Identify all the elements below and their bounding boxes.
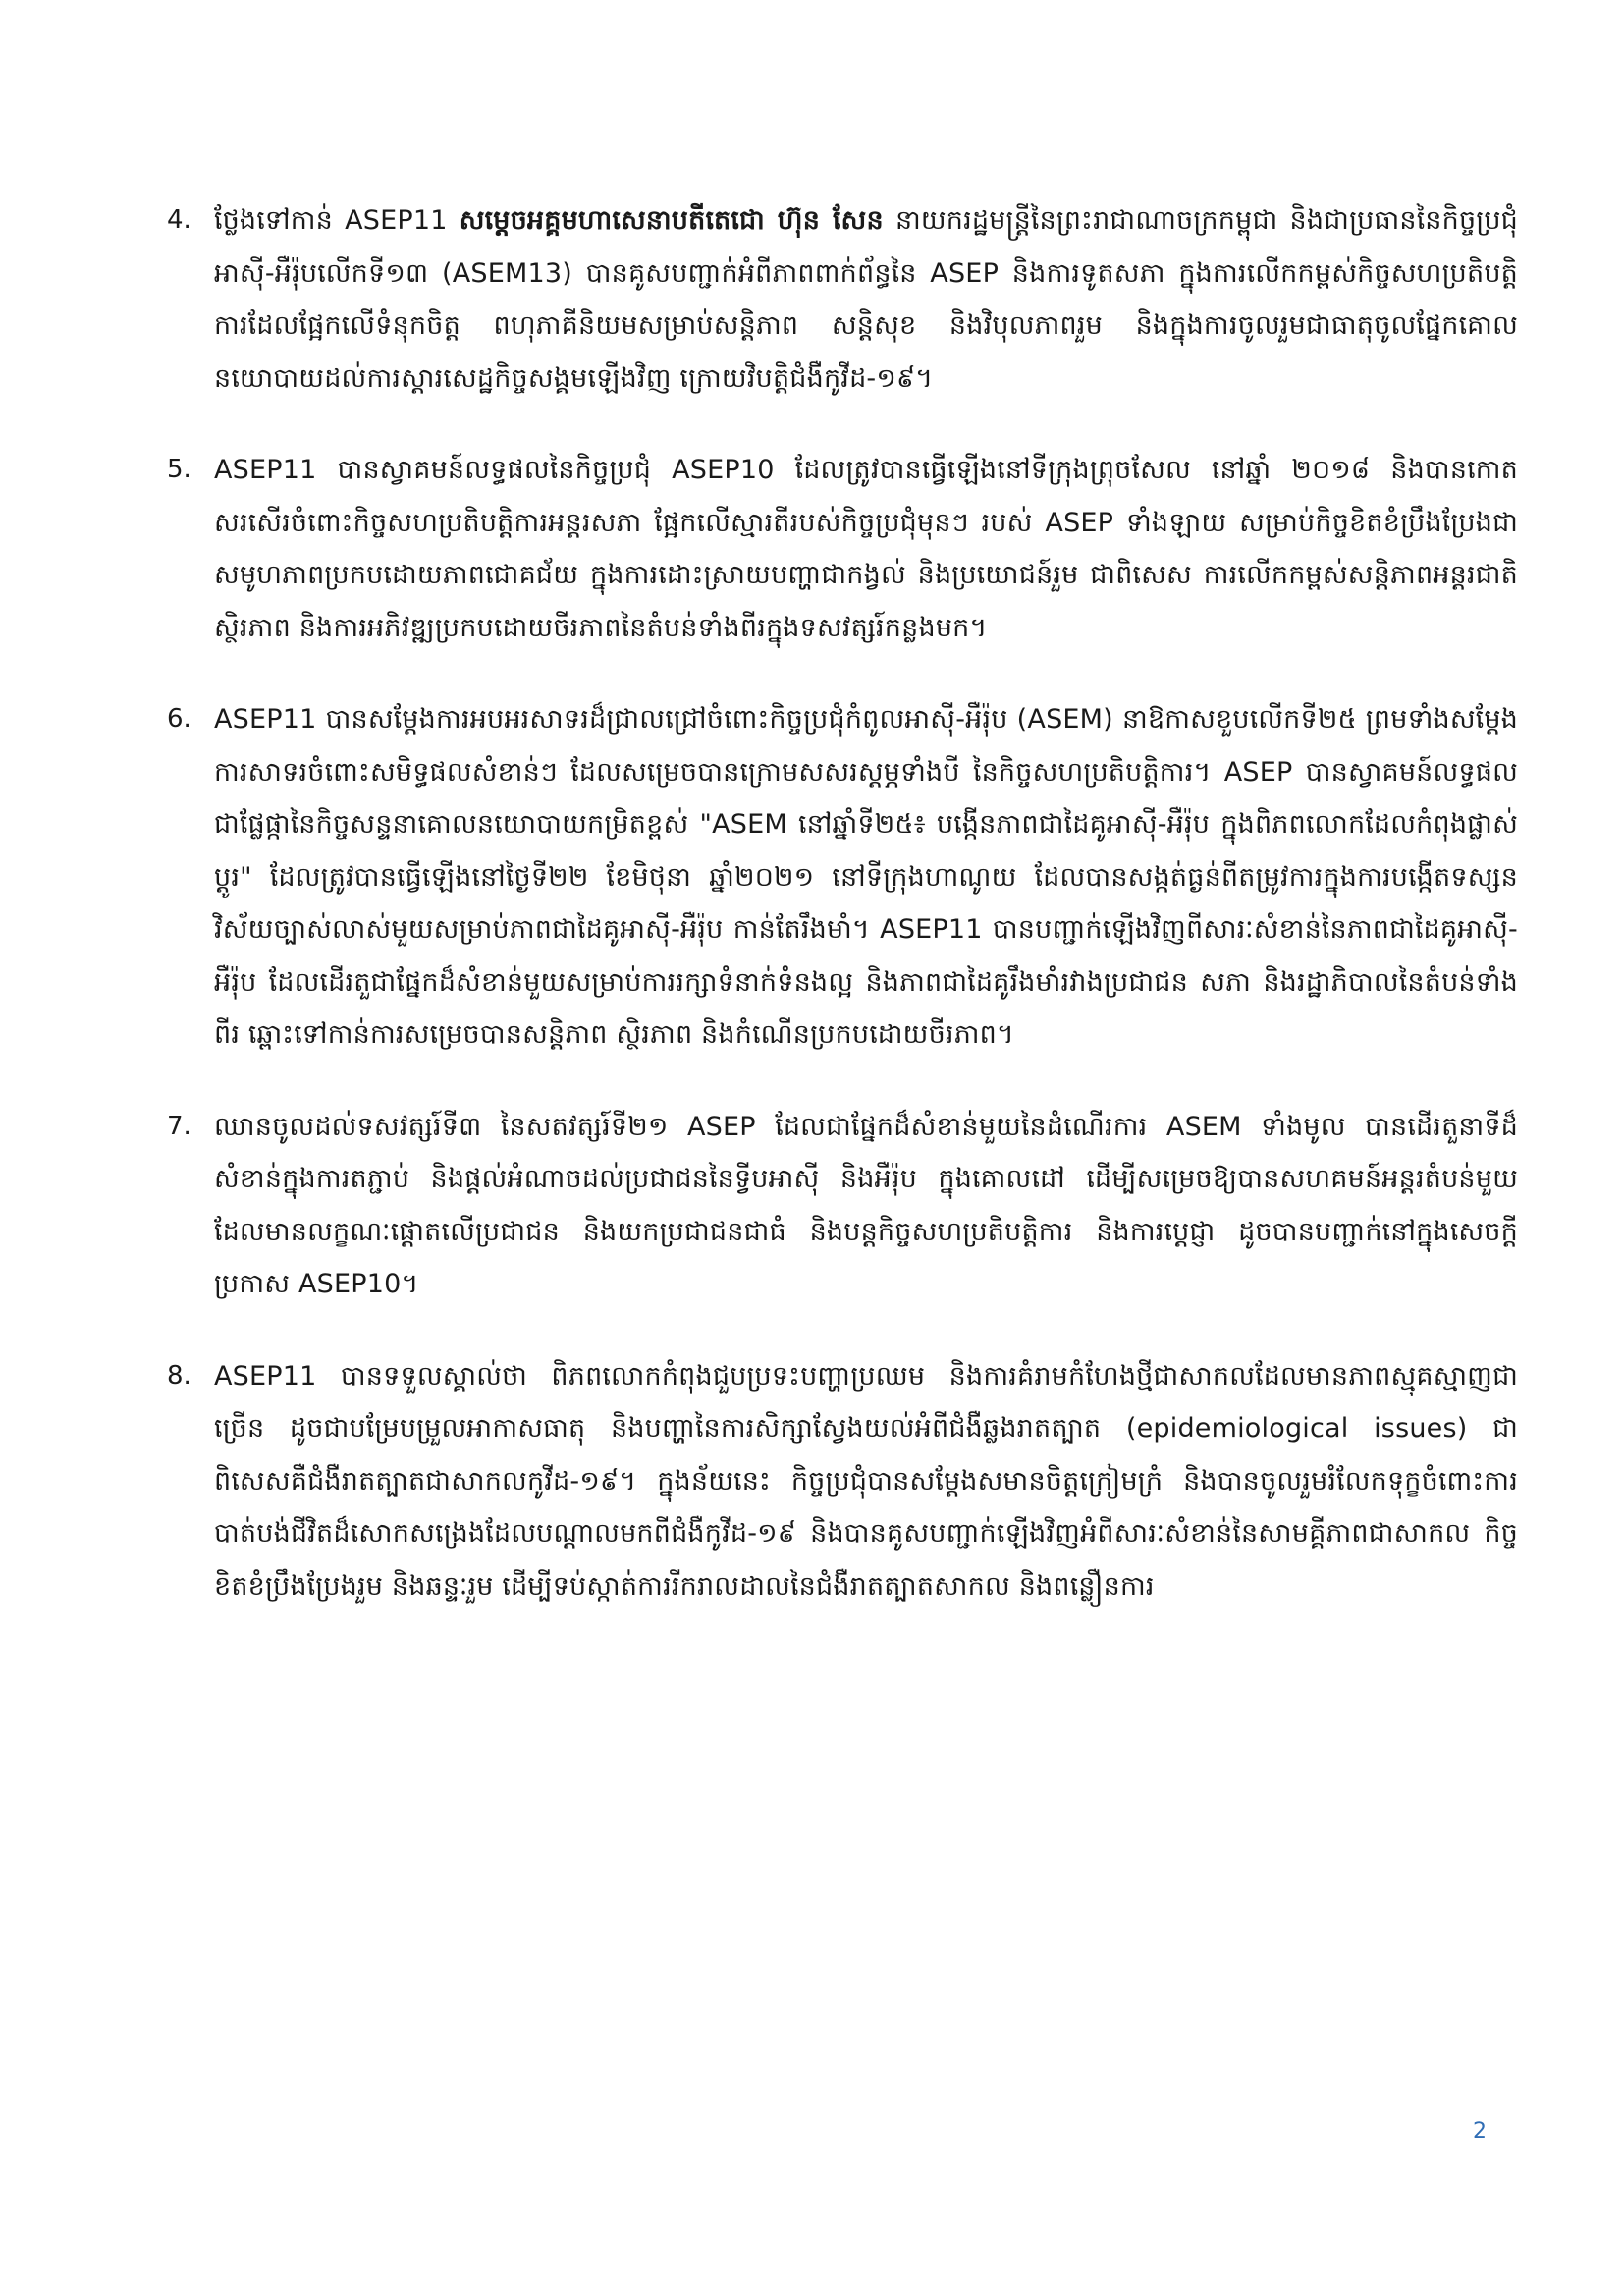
- paragraph-number: 7.: [167, 1111, 191, 1141]
- paragraph-item-4: [167, 194, 1518, 405]
- numbered-paragraph-list: [167, 194, 1518, 1652]
- paragraph-text: ASEP11 បានស្វាគមន៍លទ្ធផលនៃកិច្ចប្រជុំ ASEP10 ដែលត្រូវបានធ្វើឡើងនៅទីក្រុងព្រុចសែល នៅឆ្នាំ ២០១៨ និងបានកោតសរសើរចំពោះកិច្ចសហប្រតិបត្តិការអន្តរសភា ផ្អែកលើស្មារតីរបស់កិច្ចប្រជុំមុនៗ របស់ ASEP ទាំងឡាយ សម្រាប់កិច្ចខិតខំប្រឹងប្រែងជាសមូហភាពប្រកបដោយភាពជោគជ័យ ក្នុងការដោះស្រាយបញ្ហាជាកង្វល់ និងប្រយោជន៍រួម ជាពិសេស ការលើកកម្ពស់សន្តិភាពអន្តរជាតិ ស្ថិរភាព និងការអភិវឌ្ឍប្រកបដោយចីរភាពនៃតំបន់ទាំងពីរក្នុងទសវត្សរ៍កន្លងមក។: [214, 455, 1518, 643]
- paragraph-number: 5.: [167, 455, 191, 484]
- page-number: 2: [1473, 2119, 1487, 2144]
- paragraph-text-rest: នាយករដ្ឋមន្ត្រីនៃព្រះរាជាណាចក្រកម្ពុជា និងជាប្រធាននៃកិច្ចប្រជុំអាស៊ី-អឺរ៉ុបលើកទី១៣ (ASEM13) បានគូសបញ្ជាក់អំពីភាពពាក់ព័ន្ធនៃ ASEP និងការទូតសភា ក្នុងការលើកកម្ពស់កិច្ចសហប្រតិបត្តិការដែលផ្អែកលើទំនុកចិត្ត ពហុភាគីនិយមសម្រាប់សន្តិភាព សន្តិសុខ និងវិបុលភាពរួម និងក្នុងការចូលរួមជាធាតុចូលផ្នែកគោលនយោបាយដល់ការស្តារសេដ្ឋកិច្ចសង្គមឡើងវិញ ក្រោយវិបត្តិជំងឺកូវីដ-១៩។: [214, 205, 1519, 394]
- paragraph-text: ASEP11 បានទទួលស្គាល់ថា ពិភពលោកកំពុងជួបប្រទះបញ្ហាប្រឈម និងការគំរាមកំហែងថ្មីជាសាកលដែលមានភាពស្មុគស្មាញជាច្រើន ដូចជាបម្រែបម្រួលអាកាសធាតុ និងបញ្ហានៃការសិក្សាស្វែងយល់អំពីជំងឺឆ្លងរាតត្បាត (epidemiological issues) ជាពិសេសគឺជំងឺរាតត្បាតជាសាកលកូវីដ-១៩។ ក្នុងន័យនេះ កិច្ចប្រជុំបានសម្តែងសមានចិត្តក្រៀមក្រំ និងបានចូលរួមរំលែកទុក្ខចំពោះការបាត់បង់ជីវិតដ៏សោកសង្រេងដែលបណ្តាលមកពីជំងឺកូវីដ-១៩ និងបានគូសបញ្ជាក់ឡើងវិញអំពីសារៈសំខាន់នៃសាមគ្គីភាពជាសាកល កិច្ចខិតខំប្រឹងប្រែងរួម និងឆន្ទៈរួម ដើម្បីទប់ស្កាត់ការរីករាលដាលនៃជំងឺរាតត្បាតសាកល និងពន្លឿនការ: [214, 1360, 1518, 1602]
- paragraph-item-7: [167, 1101, 1518, 1311]
- paragraph-text-bold-name: សម្តេចអគ្គមហាសេនាបតីតេជោ ហ៊ុន សែន: [459, 205, 884, 236]
- paragraph-number: 4.: [167, 205, 191, 235]
- paragraph-text: ឈានចូលដល់ទសវត្សរ៍ទី៣ នៃសតវត្សរ៍ទី២១ ASEP ដែលជាផ្នែកដ៏សំខាន់មួយនៃដំណើរការ ASEM ទាំងមូល បានដើរតួនាទីដ៏សំខាន់ក្នុងការតភ្ជាប់ និងផ្តល់អំណាចដល់ប្រជាជននៃទ្វីបអាស៊ី និងអឺរ៉ុប ក្នុងគោលដៅ ដើម្បីសម្រេចឱ្យបានសហគមន៍អន្តរតំបន់មួយដែលមានលក្ខណៈផ្តោតលើប្រជាជន និងយកប្រជាជនជាធំ និងបន្តកិច្ចសហប្រតិបត្តិការ និងការប្តេជ្ញា ដូចបានបញ្ជាក់នៅក្នុងសេចក្តីប្រកាស ASEP10។: [214, 1111, 1518, 1299]
- paragraph-text-lead: ថ្លែងទៅកាន់ ASEP11: [214, 205, 460, 236]
- paragraph-number: 6.: [167, 704, 191, 734]
- paragraph-item-8: [167, 1350, 1518, 1613]
- paragraph-item-5: [167, 444, 1518, 654]
- paragraph-number: 8.: [167, 1360, 191, 1391]
- paragraph-text: [214, 194, 1518, 405]
- paragraph-text: ASEP11 បានសម្តែងការអបអរសាទរដ៏ជ្រាលជ្រៅចំពោះកិច្ចប្រជុំកំពូលអាស៊ី-អឺរ៉ុប (ASEM) នាឱកាសខួបលើកទី២៥ ព្រមទាំងសម្តែងការសាទរចំពោះសមិទ្ធផលសំខាន់ៗ ដែលសម្រេចបានក្រោមសសរស្តម្ភទាំងបី នៃកិច្ចសហប្រតិបត្តិការ។ ASEP បានស្វាគមន៍លទ្ធផលជាផ្លែផ្កានៃកិច្ចសន្ទនាគោលនយោបាយកម្រិតខ្ពស់ "ASEM នៅឆ្នាំទី២៥៖ បង្កើនភាពជាដៃគូអាស៊ី-អឺរ៉ុប ក្នុងពិភពលោកដែលកំពុងផ្លាស់ប្តូរ" ដែលត្រូវបានធ្វើឡើងនៅថ្ងៃទី២២ ខែមិថុនា ឆ្នាំ២០២១ នៅទីក្រុងហាណូយ ដែលបានសង្កត់ធ្ងន់ពីតម្រូវការក្នុងការបង្កើតទស្សនវិស័យច្បាស់លាស់មួយសម្រាប់ភាពជាដៃគូអាស៊ី-អឺរ៉ុប កាន់តែរឹងមាំ។ ASEP11 បានបញ្ជាក់ឡើងវិញពីសារៈសំខាន់នៃភាពជាដៃគូអាស៊ី-អឺរ៉ុប ដែលដើរតួជាផ្នែកដ៏សំខាន់មួយសម្រាប់ការរក្សាទំនាក់ទំនងល្អ និងភាពជាដៃគូរឹងមាំរវាងប្រជាជន សភា និងរដ្ឋាភិបាលនៃតំបន់ទាំងពីរ ឆ្ពោះទៅកាន់ការសម្រេចបានសន្តិភាព ស្ថិរភាព និងកំណើនប្រកបដោយចីរភាព។: [214, 704, 1518, 1050]
- paragraph-item-6: [167, 693, 1518, 1062]
